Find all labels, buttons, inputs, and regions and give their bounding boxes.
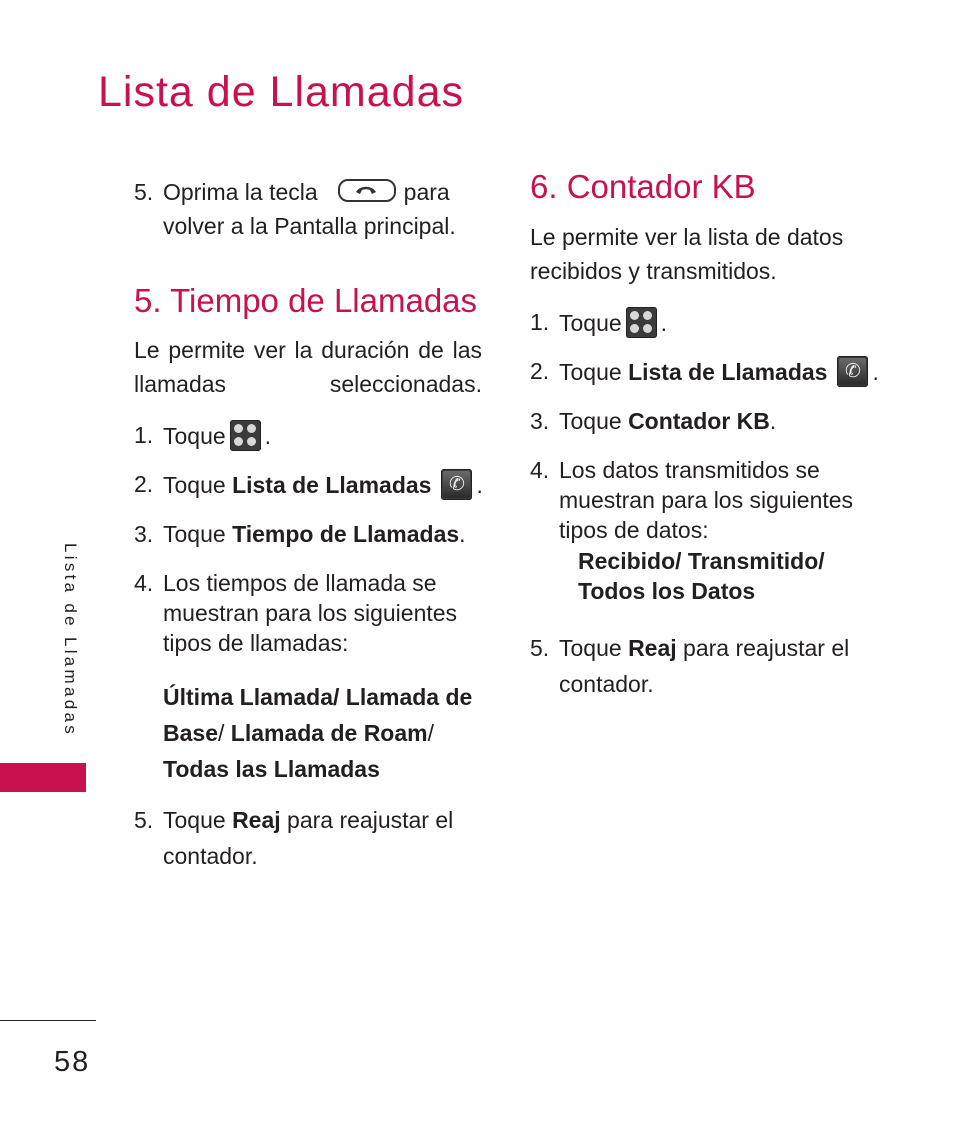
step-bold: Lista de Llamadas xyxy=(232,472,432,498)
step-text: . xyxy=(459,521,466,547)
step-number: 5. xyxy=(134,179,154,205)
step-text: Toque xyxy=(163,807,226,833)
right-step-4 xyxy=(530,455,860,545)
step-text: Toque xyxy=(559,635,622,661)
step-number: 2. xyxy=(530,358,550,384)
step-bold: Lista de Llamadas xyxy=(628,359,828,385)
call-list-icon: ✆ xyxy=(441,469,472,500)
step-number: 1. xyxy=(530,309,550,335)
side-section-label: Lista de Llamadas xyxy=(61,543,80,738)
step-number: 2. xyxy=(134,471,154,497)
step-text: para reajustar el contador. xyxy=(163,807,454,869)
side-accent-bar xyxy=(0,763,86,792)
step-text: Toque xyxy=(559,359,622,385)
step-text: . xyxy=(264,423,272,449)
section-description xyxy=(134,333,482,401)
step-text: Toque xyxy=(163,472,226,498)
menu-grid-icon xyxy=(230,420,261,451)
step-text: . xyxy=(769,408,777,434)
page-title: Lista de Llamadas xyxy=(98,68,464,116)
step-bold: Reaj xyxy=(232,807,281,833)
option-line: Todos los Datos xyxy=(578,578,756,604)
end-call-key-icon xyxy=(338,179,396,202)
step-number: 4. xyxy=(530,457,550,483)
step-text: Oprima la tecla xyxy=(163,179,318,205)
step-number: 3. xyxy=(134,521,154,547)
call-type-options xyxy=(163,679,493,787)
step-number: 4. xyxy=(134,570,154,596)
step-number: 5. xyxy=(134,807,154,833)
step-text: . xyxy=(476,472,483,498)
step-number: 5. xyxy=(530,635,550,661)
description-text: Le permite ver la duración de las llamadas seleccionadas. xyxy=(134,337,482,397)
left-step-1 xyxy=(134,420,484,451)
right-step-1 xyxy=(530,307,870,338)
section-heading-tiempo: 5. Tiempo de Llamadas xyxy=(134,282,478,319)
step-bold: Contador KB xyxy=(628,408,770,434)
right-step-3 xyxy=(530,406,870,436)
left-step-4 xyxy=(134,568,464,658)
left-step-3 xyxy=(134,519,484,549)
page-number: 58 xyxy=(54,1046,91,1078)
right-step-2 xyxy=(530,356,879,387)
step-text: para xyxy=(403,179,450,205)
step-text: Los datos transmitidos se muestran para los siguientes tipos de datos: xyxy=(559,457,854,543)
menu-grid-icon xyxy=(626,307,657,338)
step-text: . xyxy=(660,310,668,336)
option-line: Todas las Llamadas xyxy=(163,756,380,782)
step-text: . xyxy=(872,359,879,385)
step-text: Toque xyxy=(559,408,622,434)
left-step-2 xyxy=(134,469,484,500)
step-number: 3. xyxy=(530,408,550,434)
section-description xyxy=(530,220,860,288)
call-list-icon: ✆ xyxy=(837,356,868,387)
step-text: Toque xyxy=(559,310,622,336)
step-text: volver a la Pantalla principal. xyxy=(163,213,456,239)
left-step-5 xyxy=(134,802,464,874)
step-text: Toque xyxy=(163,521,226,547)
intro-step xyxy=(134,177,474,241)
description-text: Le permite ver la lista de datos recibidos y transmitidos. xyxy=(530,224,844,284)
step-text: Toque xyxy=(163,423,226,449)
option-line: Última Llamada/ Llamada de xyxy=(163,684,473,710)
right-step-5 xyxy=(530,630,860,702)
option-line: Base/ Llamada de Roam/ xyxy=(163,720,434,746)
option-line: Recibido/ Transmitido/ xyxy=(578,548,825,574)
step-text: Los tiempos de llamada se muestran para los siguientes tipos de llamadas: xyxy=(163,570,458,656)
step-text: para reajustar el contador. xyxy=(559,635,850,697)
footer-rule xyxy=(0,1020,96,1021)
data-type-options xyxy=(578,546,878,606)
section-heading-contador: 6. Contador KB xyxy=(530,168,756,205)
step-number: 1. xyxy=(134,422,154,448)
step-bold: Tiempo de Llamadas xyxy=(232,521,460,547)
step-bold: Reaj xyxy=(628,635,677,661)
